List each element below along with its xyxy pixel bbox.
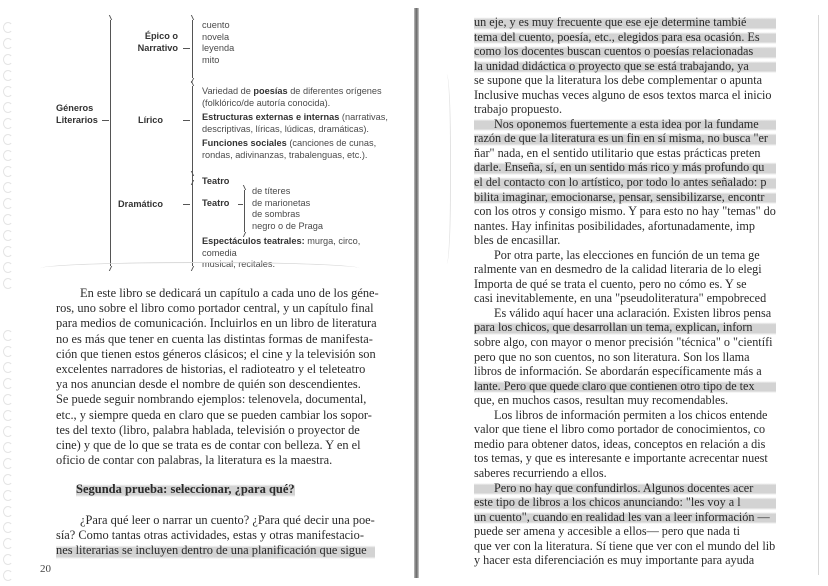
genres-diagram bbox=[52, 14, 392, 272]
diagram-bottom-edge bbox=[40, 262, 360, 275]
teatro-brace bbox=[244, 190, 245, 232]
dramatico-brace bbox=[192, 176, 193, 266]
epico-brace bbox=[192, 20, 193, 78]
branch-lirico-label: Lírico bbox=[138, 115, 164, 125]
lirico-item-poesias: Variedad de poesías de diferentes orígenes (folklórico/de autoría conocida). bbox=[202, 86, 382, 108]
right-page-text: un eje, y es muy frecuente que ese eje determine tambié tema del cuento, poesía, etc., elegidos para esa ocasión. Es como los docentes buscan cuentos o poesías relacionadas la unidad didáctica o proyecto que se está trabajando, ya se supone que la literatura los debe complementar o apunta Inclusive muchas veces alguno de esos textos marca el inicio trabajo propuesto. Nos oponemos fuertemente a esta idea por la fundame razón de que la literatura es un fin en sí misma, no busca "er ñar" nada, en el sentido utilitario que estas prácticas preten darle. Enseña, sí, en un sentido más rico y más profundo qu el del contacto con lo artístico, por todo lo antes señalado: p bilita imaginar, emocionarse, pensar, sensibilizarse, encontr con los otros y consigo mismo. Y para esto no hay "temas" do nantes. Hay infinitas posibilidades, afortunadamente, imp bles de encasillar. Por otra parte, las elecciones en función de un tema ge ralmente van en desmedro de la calidad literaria de lo elegi Importa de qué se trata el cuento, pero no cómo es. Y se casi inevitablemente, en una "pseudoliteratura" empobreced Es válido aquí hacer una aclaración. Existen libros pensa para los chicos, que desarrollan un tema, explican, inforn sobre algo, con mayor o menor precisión "técnica" o "científi pero que no son cuentos, no son literatura. Son los llama libros de información. Se abordarán específicamente más a lante. Pero que quede claro que contienen otro tipo de tex que, en muchos casos, resultan muy recomendables. Los libros de información permiten a los chicos entende valor que tiene el libro como portador de conocimientos, co medio para obtener datos, ideas, conceptos en relación a dis tos temas, y que es interesante e importante acrecentar nuest saberes recurriendo a ellos. Pero no hay que confundirlos. Algunos docentes acer este tipo de libros a los chicos anunciando: "les voy a l un cuento", cuando en realidad les van a leer información — puede ser amena y accesible a ellos— pero que nada ti que ver con la literatura. Sí tiene que ver con el mundo del lib y hacer esta diferenciación es muy importante para ayuda bbox=[474, 15, 776, 568]
dramatico-teatro-sub-label: Teatro bbox=[202, 198, 230, 208]
right-page bbox=[418, 0, 828, 586]
lirico-item-funciones: Funciones sociales (canciones de cunas, rondas, adivinanzas, trabalenguas, etc.). bbox=[202, 138, 377, 160]
page-number: 20 bbox=[40, 563, 51, 575]
dramatico-teatro: Teatro bbox=[202, 176, 230, 186]
lirico-brace bbox=[192, 86, 193, 180]
teatro-types: de títeres de marionetas de sombras negro o de Praga bbox=[252, 186, 324, 231]
branch-dramatico-label: Dramático bbox=[118, 199, 163, 209]
root-brace bbox=[110, 20, 111, 266]
paragraph-2: ¿Para qué leer o narrar un cuento? ¿Para qué decir una poe- sía? Como tantas otras actividades, estas y otras manifestacio- nes literarias se incluyen dentro de una planificación que sigue bbox=[56, 513, 375, 558]
lirico-item-estructuras: Estructuras externas e internas (narrativas, descriptivas, líricas, lúdicas, dramáticas). bbox=[202, 112, 388, 134]
dramatico-espectaculos: Espectáculos teatrales: murga, circo, comedia musical, recitales. bbox=[202, 236, 361, 269]
root-label: Géneros Literarios bbox=[56, 103, 98, 125]
paragraph-1: En este libro se dedicará un capítulo a cada uno de los géne- ros, uno sobre el libro como portador central, y un capítulo final para medios de comunicación. Incluirlos en un libro de literatura no es más que tener en cuenta las distintas formas de manifesta- ción que tienen estos géneros clásicos; el cine y la televisión son excelentes narradores de historias, el radioteatro y el teleteatro ya nos anuncian desde el nombre de quién son descendientes. Se puede seguir nombrando ejemplos: telenovela, documental, etc., y siempre queda en claro que se pueden cambiar los sopor- tes del texto (libro, palabra hablada, televisión o proyector de cine) y que de lo que se trata es de contar con belleza. Y en el oficio de contar con palabras, la literatura es la maestra. bbox=[56, 286, 379, 468]
epico-items: cuento novela leyenda mito bbox=[202, 20, 235, 65]
section-heading: Segunda prueba: seleccionar, ¿para qué? bbox=[76, 482, 295, 496]
left-page bbox=[0, 0, 410, 586]
branch-epico-label: Épico o Narrativo bbox=[137, 31, 178, 53]
